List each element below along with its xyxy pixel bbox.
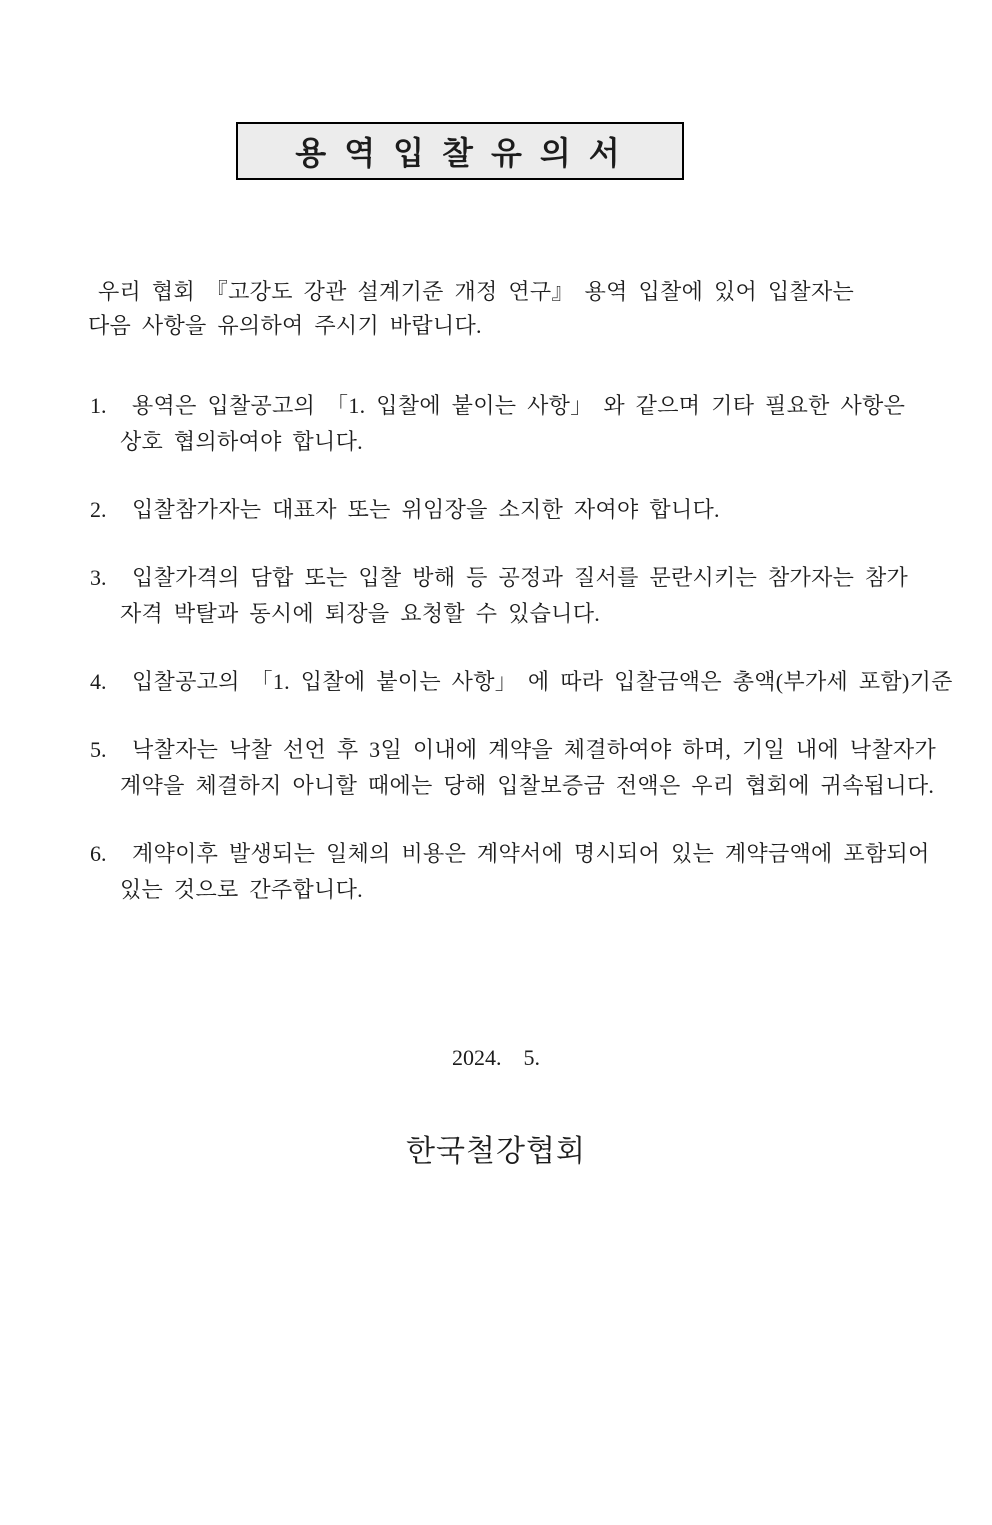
document-date: 2024. 5.	[452, 1045, 540, 1070]
notice-item-3	[88, 560, 942, 632]
item-text-line: 계약을 체결하지 아니할 때에는 당해 입찰보증금 전액은 우리 협회에 귀속됩니다.	[120, 773, 935, 798]
item-text-line: 낙찰자는 낙찰 선언 후 3일 이내에 계약을 체결하여야 하며, 기일 내에 낙찰자가	[132, 737, 937, 762]
item-number: 5.	[90, 737, 107, 762]
notice-item-5	[88, 732, 942, 804]
document-title: 용 역 입 찰 유 의 서	[295, 135, 625, 171]
item-text-line: 입찰가격의 담합 또는 입찰 방해 등 공정과 질서를 문란시키는 참가자는 참가	[132, 565, 909, 590]
notice-item-6	[88, 836, 942, 908]
document-page	[0, 122, 992, 1525]
notice-item-1	[88, 388, 942, 460]
item-number: 2.	[90, 497, 107, 522]
item-number: 3.	[90, 565, 107, 590]
notice-item-2	[88, 492, 942, 528]
notice-item-4	[88, 664, 953, 700]
item-text-line: 입찰참가자는 대표자 또는 위임장을 소지한 자여야 합니다.	[132, 497, 720, 522]
item-text-line: 자격 박탈과 동시에 퇴장을 요청할 수 있습니다.	[120, 601, 601, 626]
item-text-line: 계약이후 발생되는 일체의 비용은 계약서에 명시되어 있는 계약금액에 포함되어	[132, 841, 930, 866]
intro-paragraph	[88, 275, 932, 343]
item-text-line: 있는 것으로 간주합니다.	[120, 877, 363, 902]
item-text-line: 입찰공고의 「1. 입찰에 붙이는 사항」 에 따라 입찰금액은 총액(부가세 포함)기준	[132, 669, 953, 694]
notice-list	[88, 388, 953, 908]
item-number: 6.	[90, 841, 107, 866]
item-text-line: 상호 협의하여야 합니다.	[120, 429, 363, 454]
organization-name: 한국철강협회	[406, 1135, 586, 1168]
item-text-line: 용역은 입찰공고의 「1. 입찰에 붙이는 사항」 와 같으며 기타 필요한 사항은	[132, 393, 906, 418]
item-number: 4.	[90, 669, 107, 694]
intro-line-2: 다음 사항을 유의하여 주시기 바랍니다.	[88, 313, 482, 338]
intro-line-1: 우리 협회 『고강도 강관 설계기준 개정 연구』 용역 입찰에 있어 입찰자는	[98, 279, 855, 304]
item-number: 1.	[90, 393, 107, 418]
title-box	[236, 122, 684, 180]
